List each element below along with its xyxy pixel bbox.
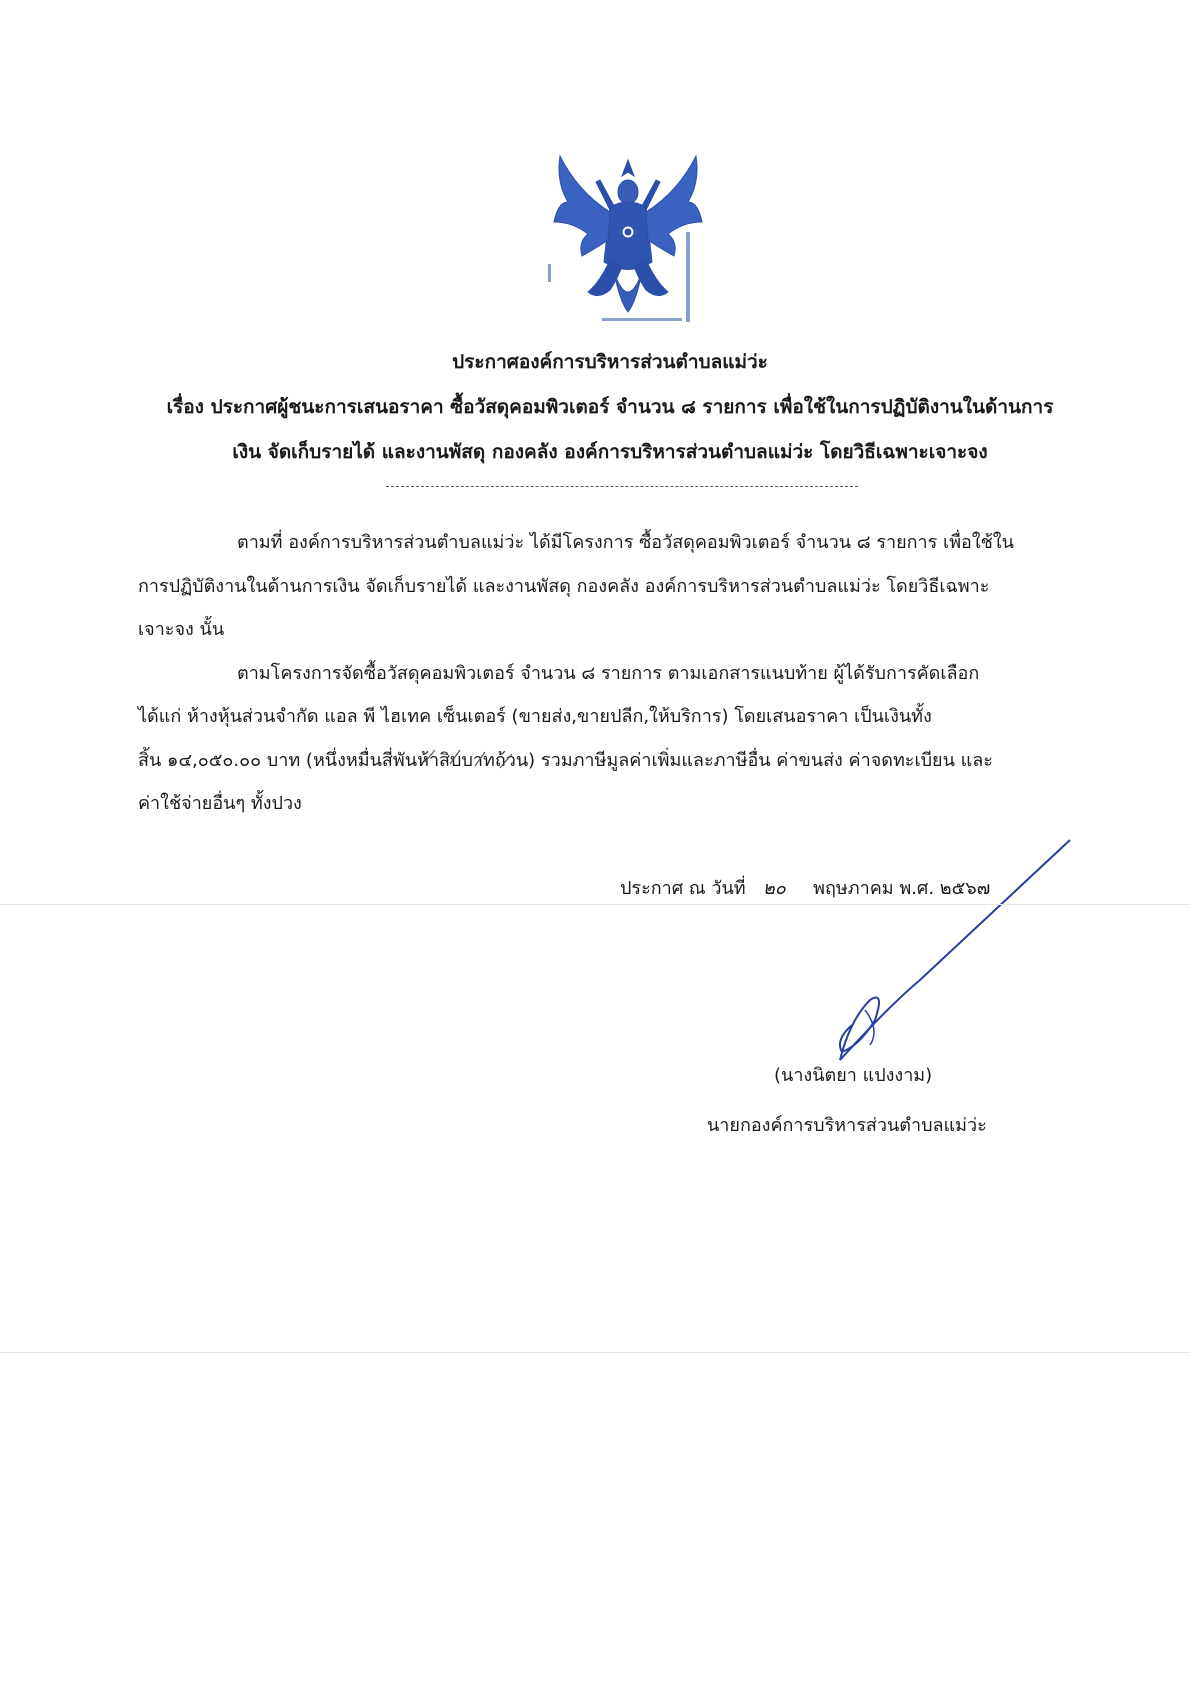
paragraph2-line2: ได้แก่ ห้างหุ้นส่วนจำกัด แอล พี ไฮเทค เซ็นเตอร์ (ขายส่ง,ขายปลีก,ให้บริการ) โดยเสนอราคา เป็นเงินทั้ง — [138, 706, 932, 727]
signer-position: นายกองค์การบริหารส่วนตำบลแม่ว่ะ — [707, 1115, 987, 1136]
paragraph1-line1: ตามที่ องค์การบริหารส่วนตำบลแม่ว่ะ ได้มีโครงการ ซื้อวัสดุคอมพิวเตอร์ จำนวน ๘ รายการ เพื่อใช้ใน — [237, 532, 1014, 553]
garuda-emblem-icon — [548, 152, 708, 330]
paragraph1-line2: การปฏิบัติงานในด้านการเงิน จัดเก็บรายได้ และงานพัสดุ กองคลัง องค์การบริหารส่วนตำบลแม่ว่ะ โดยวิธีเฉพาะ — [138, 576, 990, 597]
paragraph2-line3: สิ้น ๑๔,๐๕๐.๐๐ บาท (หนึ่งหมื่นสี่พันห้าสิบบาทถ้วน) รวมภาษีมูลค่าเพิ่มและภาษีอื่น ค่าขนส่ง ค่าจดทะเบียน และ — [138, 750, 993, 771]
date-rest: พฤษภาคม พ.ศ. ๒๕๖๗ — [813, 878, 991, 899]
paragraph1-line3: เจาะจง นั้น — [138, 619, 225, 640]
scan-line — [0, 1352, 1190, 1353]
scan-line — [0, 904, 1190, 905]
date-day: ๒๐ — [762, 878, 786, 899]
announcement-title: ประกาศองค์การบริหารส่วนตำบลแม่ว่ะ — [452, 351, 768, 373]
signer-name: (นางนิตยา แปงงาม) — [774, 1065, 933, 1086]
paragraph2-line1: ตามโครงการจัดซื้อวัสดุคอมพิวเตอร์ จำนวน ๘ รายการ ตามเอกสารแนบท้าย ผู้ได้รับการคัดเลือก — [237, 663, 980, 684]
date-prefix: ประกาศ ณ วันที่ — [620, 878, 746, 899]
title-divider — [386, 486, 858, 487]
handwritten-tick-marks — [420, 742, 520, 772]
announcement-subject-line2: เงิน จัดเก็บรายได้ และงานพัสดุ กองคลัง องค์การบริหารส่วนตำบลแม่ว่ะ โดยวิธีเฉพาะเจาะจง — [232, 441, 988, 463]
handwritten-signature — [780, 830, 1080, 1080]
announcement-subject-line1: เรื่อง ประกาศผู้ชนะการเสนอราคา ซื้อวัสดุคอมพิวเตอร์ จำนวน ๘ รายการ เพื่อใช้ในการปฏิบัติงานในด้านการ — [166, 396, 1054, 418]
paragraph2-line4: ค่าใช้จ่ายอื่นๆ ทั้งปวง — [138, 793, 302, 814]
